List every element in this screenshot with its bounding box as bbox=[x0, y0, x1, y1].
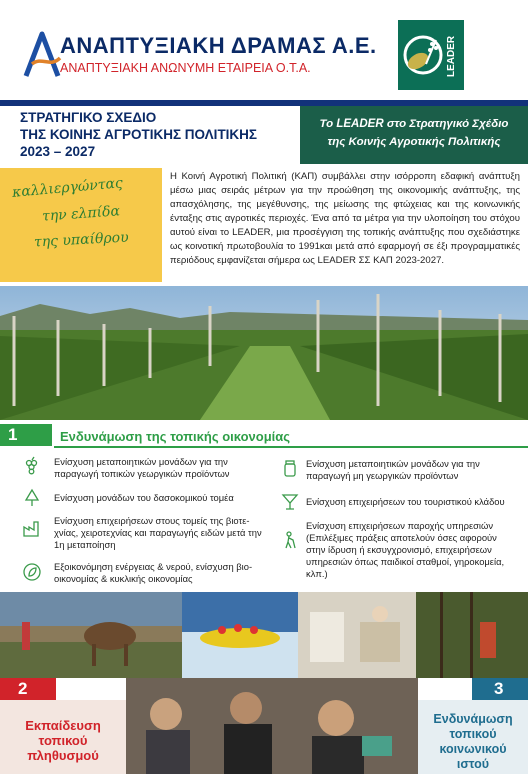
section3-line3: κοινωνικού bbox=[439, 742, 507, 756]
intro-paragraph: Η Κοινή Αγροτική Πολιτική (ΚΑΠ) συμβάλλει στην ισόρροπη εδαφική ανάπτυξη μέσω μιας σειράς μέτρων για την προώθηση της οικονομικής ανάπτυξης, της απασχόλησης, της μεγέθυνσης, της μείωσης της φτώχειας και της κοινωνικής ένταξης στις αγροτικές περιοχές. Ένα από τα μέτρα για την υλοποίηση του στόχου αυτού είναι το LEADER, μια προσέγγιση της τοπικής ανάπτυξης που σχεδιάστηκε ως κοινοτική πρωτοβουλία το 1991και μετά από εφαρμογή σε έξι προγραμματικές περιόδους εμφανίζεται σήμερα ως LEADER ΣΣ ΚΑΠ 2023-2027. bbox=[170, 171, 520, 266]
section2-number: 2 bbox=[18, 679, 28, 698]
leader-logo-text: LEADER bbox=[446, 35, 457, 77]
leader-emblem-icon bbox=[402, 28, 444, 82]
section2-line2: τοπικού bbox=[38, 733, 88, 748]
section2-number-tab bbox=[0, 678, 56, 700]
jar-icon bbox=[280, 458, 300, 478]
slogan-line3: της υπαίθρου bbox=[33, 229, 130, 251]
slogan-line2: την ελπίδα bbox=[41, 203, 121, 225]
leaf-energy-icon bbox=[22, 562, 42, 582]
org-name: ΑΝΑΠΤΥΞΙΑΚΗ ΔΡΑΜΑΣ Α.Ε. bbox=[60, 33, 377, 58]
s1-left-item-3: Ενίσχυση επιχειρήσεων στους τομείς της βιοτε-χνίας, χειροτεχνίας και παραγωγής ειδών μετά την 1η μεταποίηση bbox=[54, 515, 262, 550]
section3-number: 3 bbox=[494, 679, 504, 698]
section1-divider bbox=[54, 446, 528, 448]
leader-banner-line2: της Κοινής Αγροτικής Πολιτικής bbox=[327, 136, 501, 148]
tree-icon bbox=[22, 488, 42, 508]
section3-line2: τοπικού bbox=[449, 727, 497, 741]
s1-right-item-1: Ενίσχυση μεταποιητικών μονάδων για την παραγωγή μη γεωργικών προϊόντων bbox=[306, 458, 480, 481]
section3-line1: Ενδυνάμωση bbox=[433, 712, 513, 726]
s1-right-item-2: Ενίσχυση επιχειρήσεων του τουριστικού κλάδου bbox=[306, 496, 505, 507]
elderly-person-icon bbox=[280, 530, 300, 550]
section1-number-tab bbox=[0, 424, 52, 446]
org-subtitle: ΑΝΑΠΤΥΞΙΑΚΗ ΑΝΩΝΥΜΗ ΕΤΑΙΡΕΙΑ Ο.Τ.Α. bbox=[60, 61, 311, 75]
vineyard-photo bbox=[0, 286, 528, 420]
plan-title-line1: ΣΤΡΑΤΗΓΙΚΟ ΣΧΕΔΙΟ bbox=[20, 110, 157, 125]
org-logo-icon bbox=[22, 28, 62, 80]
leader-banner bbox=[300, 106, 528, 164]
section2-line1: Εκπαίδευση bbox=[25, 718, 101, 733]
leader-banner-line1: Το LEADER στο Στρατηγικό Σχέδιο bbox=[319, 118, 509, 130]
s1-left-item-4: Εξοικονόμηση ενέργειας & νερού, ενίσχυση βιο-οικονομίας & κυκλικής οικονομίας bbox=[54, 561, 253, 584]
slogan-line1: καλλιεργώντας bbox=[11, 175, 124, 201]
plan-title-years: 2023 – 2027 bbox=[20, 144, 96, 159]
training-photo bbox=[126, 678, 418, 774]
s1-right-item-3: Ενίσχυση επιχειρήσεων παροχής υπηρεσιών (Επιλέξιμες πράξεις αποτελούν όσες αφορούν στην ίδρυση ή εκσυγχρονισμό, επιχειρήσεων υπηρεσιών όπως παιδικοί σταθμοί, γηροκομεία, κλπ.) bbox=[306, 520, 505, 579]
s1-left-item-1: Ενίσχυση μεταποιητικών μονάδων για την παραγωγή τοπικών γεωργικών προϊόντων bbox=[54, 456, 230, 479]
plan-title-line2: ΤΗΣ ΚΟΙΝΗΣ ΑΓΡΟΤΙΚΗΣ ΠΟΛΙΤΙΚΗΣ bbox=[20, 127, 258, 142]
section1-number: 1 bbox=[8, 425, 18, 444]
factory-icon bbox=[22, 518, 42, 538]
s1-left-item-2: Ενίσχυση μονάδων του δασοκομικού τομέα bbox=[54, 492, 234, 503]
grapes-icon bbox=[22, 456, 42, 476]
cocktail-glass-icon bbox=[280, 492, 300, 512]
section3-line4: ιστού bbox=[456, 757, 490, 771]
activities-photo-strip bbox=[0, 592, 528, 678]
section2-line3: πληθυσμού bbox=[27, 748, 99, 763]
section1-title: Ενδυνάμωση της τοπικής οικονομίας bbox=[60, 429, 291, 444]
